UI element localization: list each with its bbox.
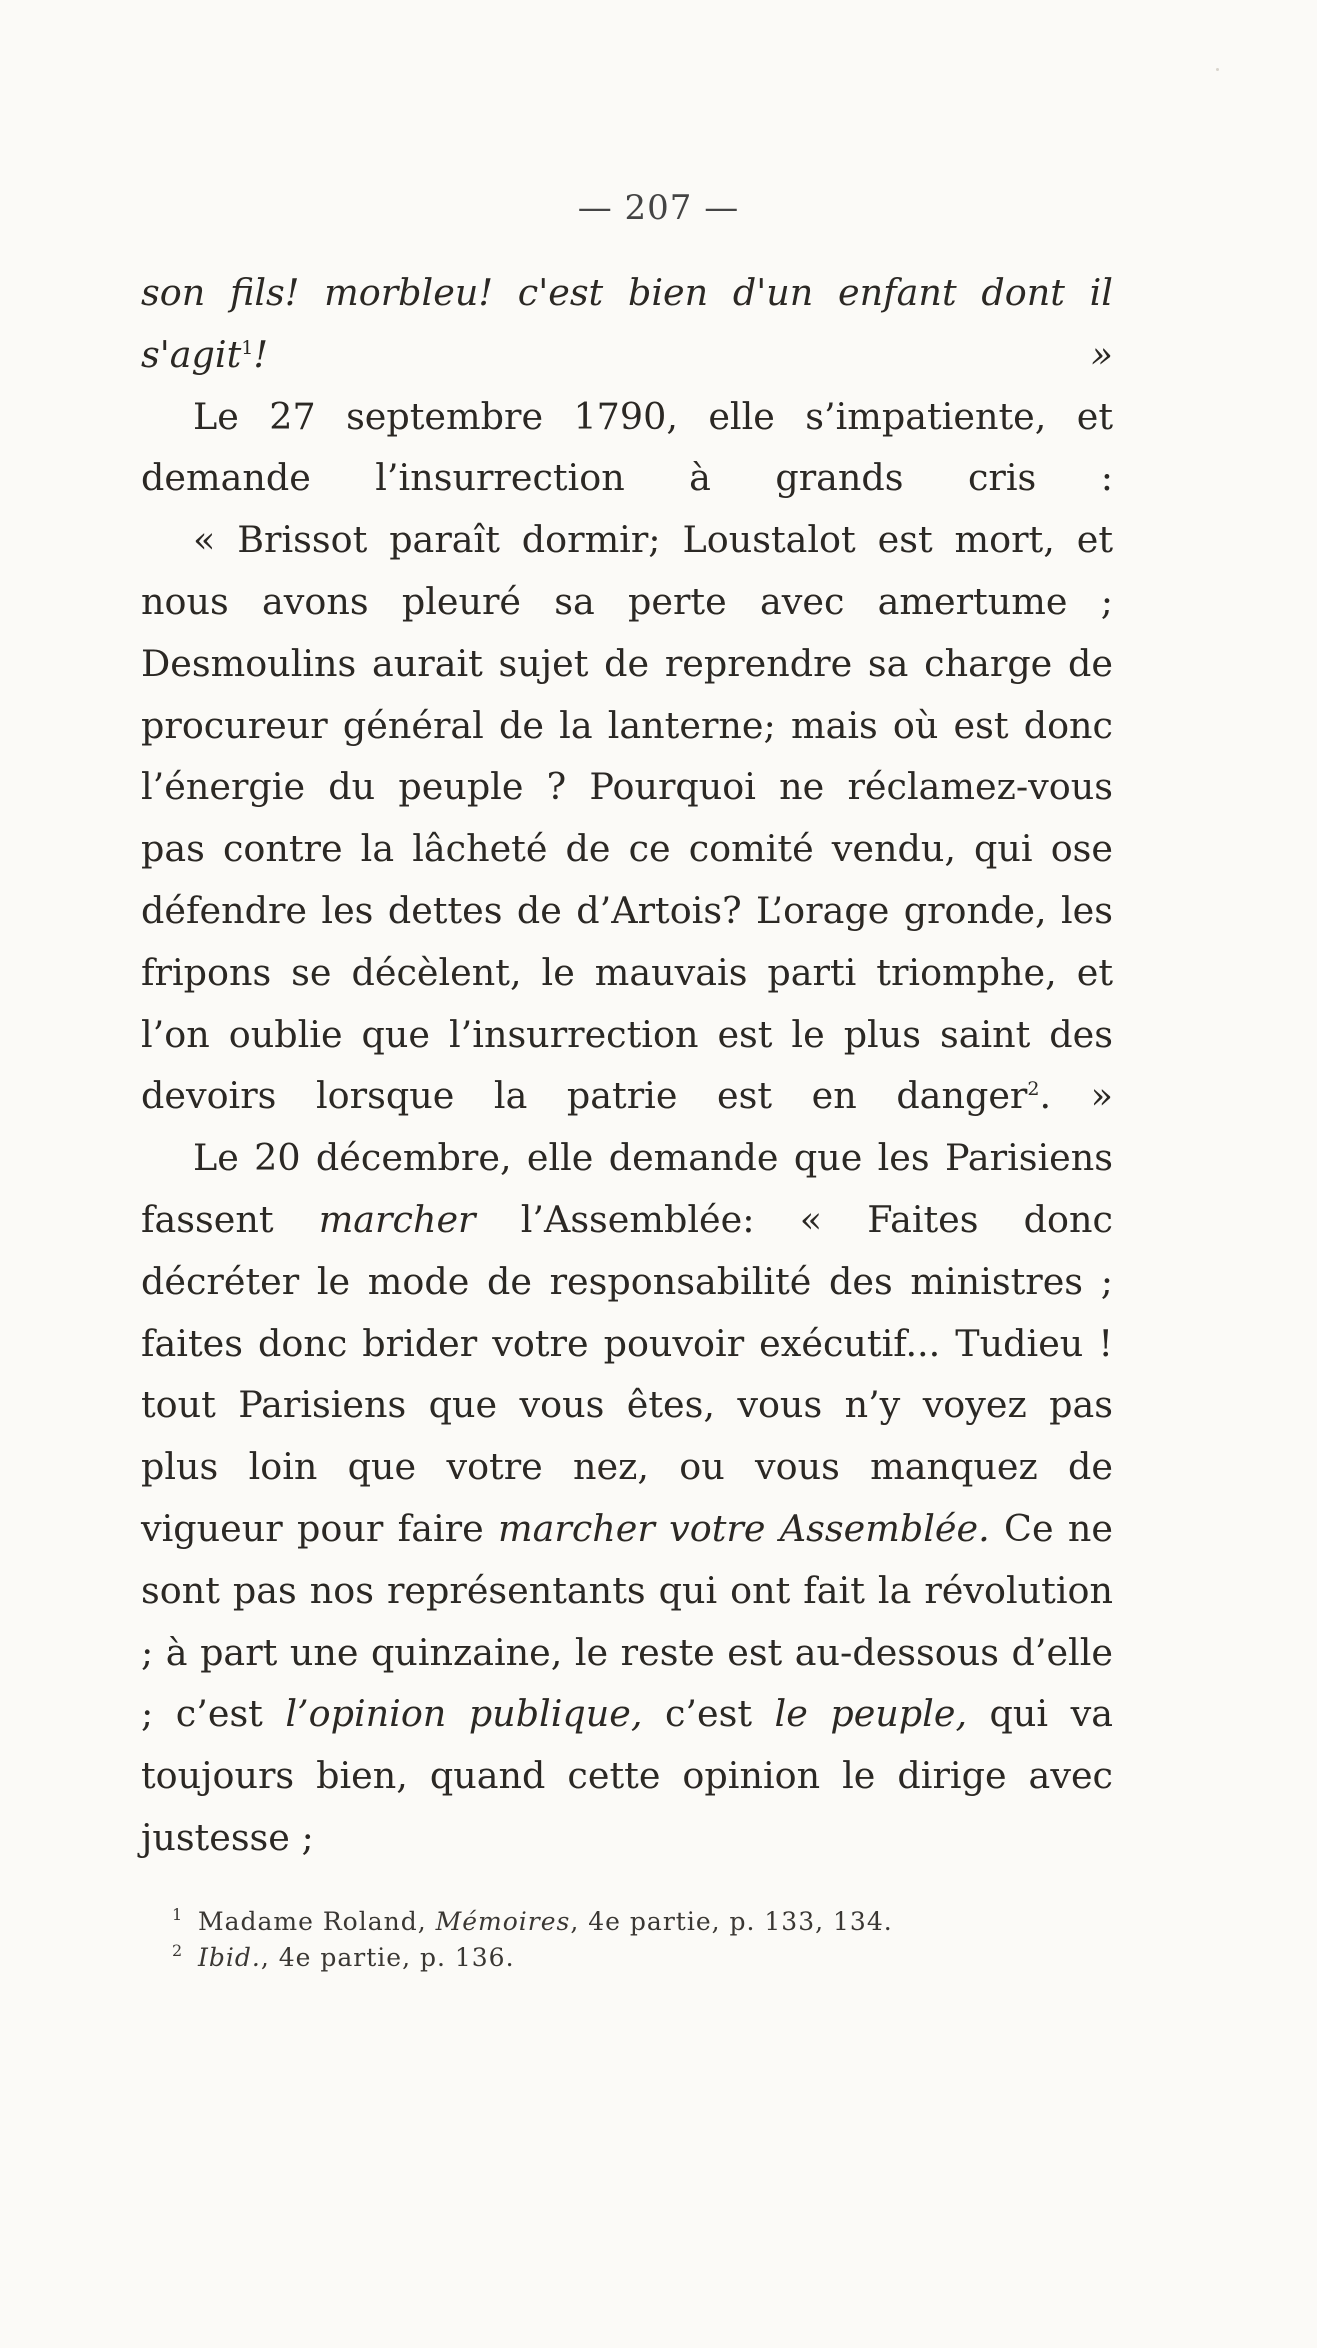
- paragraph-3-text: « Brissot paraît dormir; Loustalot est mort, et nous avons pleuré sa perte avec amertume ; Desmoulins aurait sujet de reprendre sa charge de procureur général de la lanterne; mais où est donc l’énergie du peuple ? Pourquoi ne réclamez-vous pas contre la lâcheté de ce comité vendu, qui ose défendre les dettes de d’Artois? L’orage gronde, les fripons se décèlent, le mauvais parti triomphe, et l’on oublie que l’insurrection est le plus saint des devoirs lorsque la patrie est en danger: [141, 518, 1113, 1118]
- page-number-header: — 207 —: [577, 188, 740, 228]
- paragraph-1-end: ! »: [253, 332, 1113, 376]
- paragraph-1-italic: son fils! morbleu! c'est bien d'un enfant dont il s'agit: [141, 271, 1113, 376]
- footnote-1-italic: Mémoires: [435, 1907, 571, 1936]
- paragraph-4-italic-3: l’opinion publique,: [285, 1692, 643, 1736]
- paragraph-3-end: . »: [1039, 1074, 1113, 1118]
- footnote-1-before: Madame Roland,: [198, 1907, 436, 1936]
- paragraph-3: [141, 509, 1113, 1127]
- paragraph-4: [141, 1127, 1113, 1869]
- paragraph-4-italic-4: le peuple,: [774, 1692, 968, 1736]
- paper-speck: [1216, 68, 1219, 71]
- footnote-2: [172, 1940, 1112, 1976]
- footnote-ref-1: 1: [241, 336, 254, 359]
- paragraph-2-text: Le 27 septembre 1790, elle s’impatiente, et demande l’insurrection à grands cris :: [141, 394, 1113, 500]
- paragraph-4-text-2: l’Assemblée: « Faites donc décréter le mode de responsabilité des ministres ; faites donc brider votre pouvoir exécutif... Tudieu ! tout Parisiens que vous êtes, vous n’y voyez pas plus loin que votre nez, ou vous manquez de vigueur pour faire: [141, 1197, 1113, 1550]
- paragraph-4-text-4: c’est: [642, 1692, 775, 1736]
- footnote-1: [172, 1904, 1112, 1940]
- paragraph-4-italic-2: marcher votre Assemblée.: [498, 1506, 990, 1550]
- footnote-ref-2: 2: [1027, 1078, 1040, 1101]
- footnote-1-after: , 4e partie, p. 133, 134.: [570, 1907, 893, 1936]
- paragraph-4-italic-1: marcher: [318, 1197, 476, 1241]
- paragraph-2: [141, 386, 1113, 510]
- paragraph-1: [141, 262, 1113, 386]
- paragraph-4-text-3: Ce ne sont pas nos représentants qui ont fait la révolution ; à part une quinzaine, le reste est au-dessous d’elle ; c’est: [141, 1506, 1113, 1736]
- footnotes: [172, 1904, 1112, 1976]
- footnote-2-italic: Ibid.: [198, 1943, 261, 1972]
- footnote-2-mark: 2: [172, 1941, 184, 1960]
- body-text: [141, 262, 1113, 1869]
- paragraph-4-text-5: qui va toujours bien, quand cette opinion le dirige avec justesse ;: [141, 1692, 1113, 1859]
- paragraph-4-text-1: Le 20 décembre, elle demande que les Parisiens fassent: [141, 1136, 1113, 1241]
- footnote-2-after: , 4e partie, p. 136.: [260, 1943, 515, 1972]
- footnote-1-mark: 1: [172, 1905, 184, 1924]
